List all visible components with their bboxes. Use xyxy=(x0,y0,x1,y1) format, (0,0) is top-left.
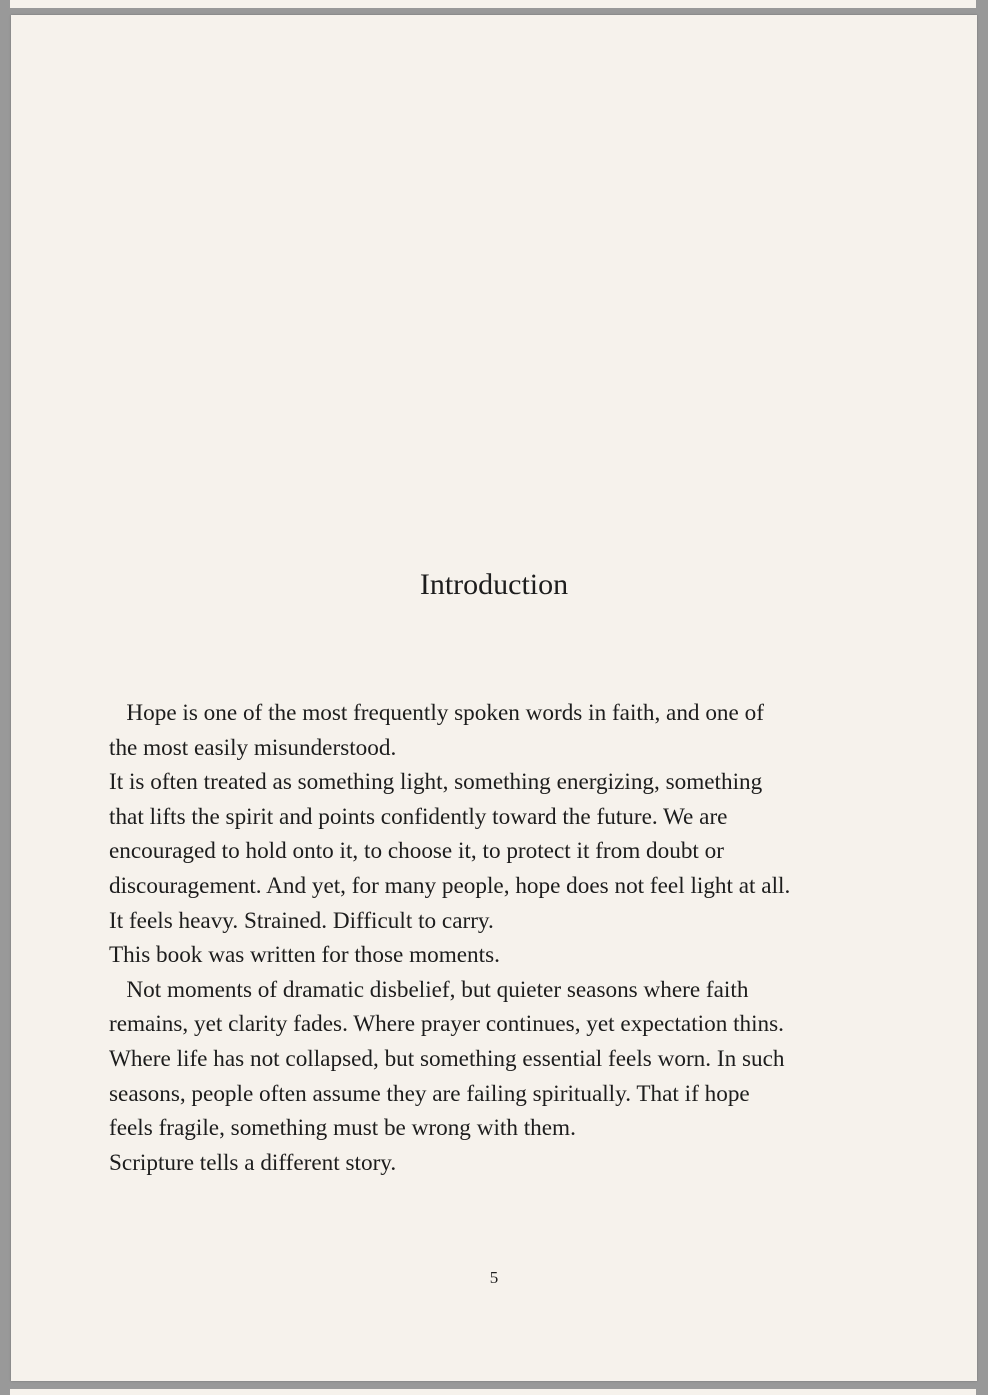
chapter-title: Introduction xyxy=(419,568,569,601)
text-line: It feels heavy. Strained. Difficult to carry. xyxy=(109,907,494,934)
body-text xyxy=(109,696,889,1180)
text-line: seasons, people often assume they are failing spiritually. That if hope xyxy=(109,1080,750,1107)
text-line: Scripture tells a different story. xyxy=(109,1149,397,1176)
text-line: remains, yet clarity fades. Where prayer continues, yet expectation thins. xyxy=(109,1011,784,1038)
text-line: that lifts the spirit and points confidently toward the future. We are xyxy=(109,803,728,830)
text-line: discouragement. And yet, for many people, hope does not feel light at all. xyxy=(109,872,791,899)
text-line: encouraged to hold onto it, to choose it, to protect it from doubt or xyxy=(109,838,724,865)
text-line: the most easily misunderstood. xyxy=(109,734,397,761)
text-line: feels fragile, something must be wrong with them. xyxy=(109,1115,576,1142)
page-number: 5 xyxy=(489,1268,499,1287)
next-page-edge xyxy=(10,1389,976,1395)
previous-page-edge xyxy=(10,0,976,8)
document-page xyxy=(11,15,977,1381)
text-line: This book was written for those moments. xyxy=(109,942,500,969)
text-line: It is often treated as something light, something energizing, something xyxy=(109,769,763,796)
text-line: Not moments of dramatic disbelief, but quieter seasons where faith xyxy=(109,976,749,1003)
text-line: Hope is one of the most frequently spoken words in faith, and one of xyxy=(109,700,764,726)
text-line: Where life has not collapsed, but something essential feels worn. In such xyxy=(109,1045,785,1072)
